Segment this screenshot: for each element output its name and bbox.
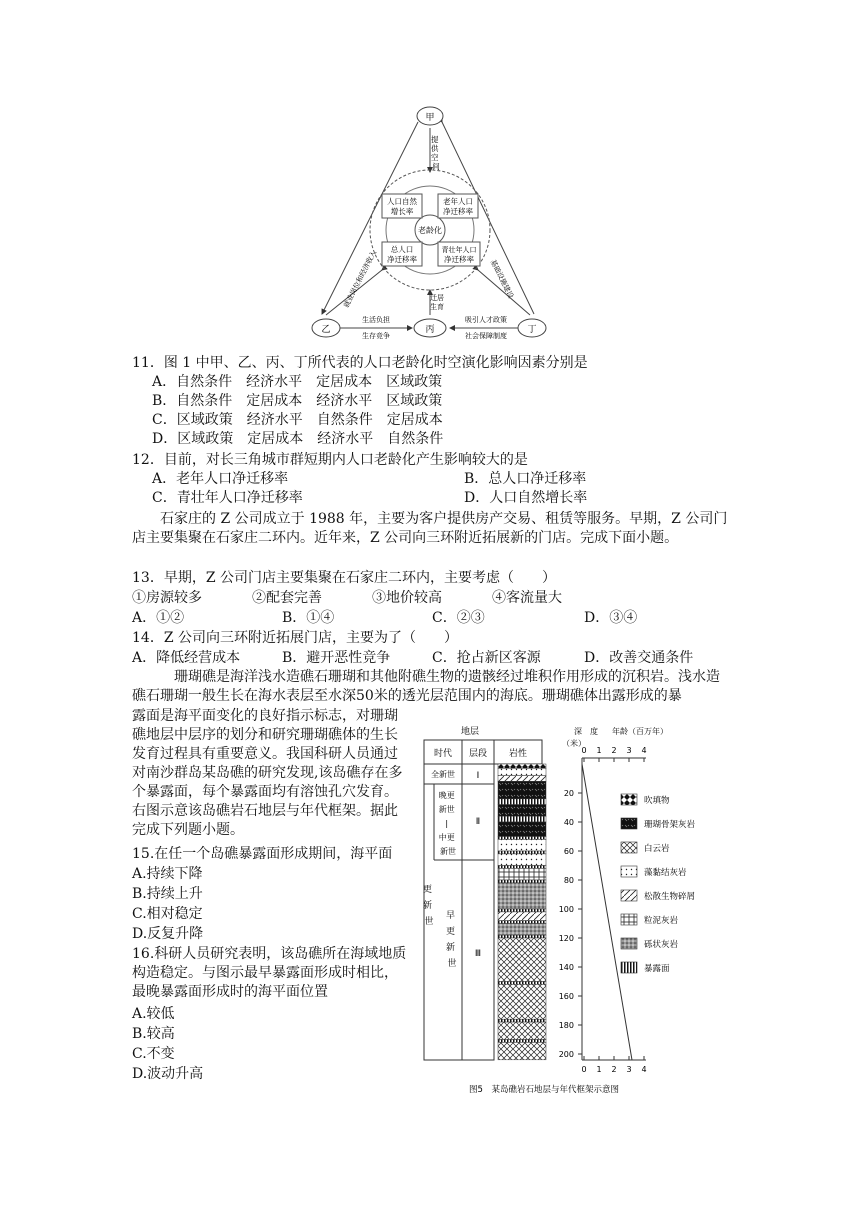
box-tl-1: 人口自然 — [387, 197, 417, 206]
q16-option-d: D.波动升高 — [132, 1066, 204, 1082]
fig5-lith-layer — [498, 982, 546, 985]
box-tr-2: 净迁移率 — [443, 207, 473, 216]
q12-stem: 12．目前，对长三角城市群短期内人口老龄化产生影响较大的是 — [132, 452, 528, 468]
edge-bottom-right-2: 社会保障制度 — [465, 332, 507, 340]
edge-bottom-up-1: 迁居 — [430, 294, 444, 302]
fig5-legend-swatch — [621, 866, 637, 877]
q13-item-3: ③地价较高 — [372, 590, 442, 606]
intro-passage-3-full: 珊瑚礁是海洋浅水造礁石珊瑚和其他附礁生物的遗骸经过堆积作用形成的沉积岩。浅水造礁石珊瑚一般生长在海水表层至水深50米的透光层范围内的海底。珊瑚礁体出露形成的暴 — [132, 669, 720, 704]
fig5-lith-layer — [498, 781, 546, 798]
q13-stem: 13．早期，Z 公司门店主要集聚在石家庄二环内，主要考虑（ ） — [132, 570, 556, 586]
node-yi: 乙 — [321, 325, 331, 335]
fig5-lithology-column — [498, 764, 546, 1060]
fig5-lith-layer — [498, 764, 546, 768]
figure-1-diagram — [300, 100, 560, 346]
fig5-age-tick-bottom: 3 — [626, 1065, 632, 1074]
fig5-legend-swatch — [621, 890, 637, 901]
fig5-legend-label: 暴露面 — [644, 964, 670, 974]
fig5-legend-swatch — [621, 794, 637, 805]
q14-option-c: C．抢占新区客源 — [432, 650, 541, 666]
fig5-depth-tick: 200 — [558, 1050, 574, 1059]
box-br-1: 青壮年人口 — [441, 246, 477, 254]
fig5-depth-tick: 140 — [558, 963, 574, 972]
q15-option-d: D.反复升降 — [132, 926, 204, 942]
fig5-age-label: 年龄（百万年） — [612, 727, 668, 736]
q14-option-d: D．改善交通条件 — [584, 650, 694, 666]
fig5-lith-layer — [498, 816, 546, 822]
fig5-lith-layer — [498, 866, 546, 869]
fig5-lith-layer — [498, 1040, 546, 1043]
fig5-lith-layer — [498, 924, 546, 936]
q12-option-d: D．人口自然增长率 — [464, 490, 588, 506]
q16-stem: 16.科研人员研究表明，该岛礁所在海域地质构造稳定。与图示最早暴露面形成时相比，最晚暴露面形成时的海平面位置 — [132, 946, 407, 1000]
q16-option-b: B.较高 — [132, 1026, 175, 1042]
fig5-depth-tick: 20 — [563, 789, 574, 798]
fig5-legend-label: 藻黏结灰岩 — [644, 868, 687, 878]
fig5-lith-layer — [498, 880, 546, 883]
edge-bottom-up-2: 生育 — [430, 303, 444, 311]
fig5-lith-layer — [498, 868, 546, 880]
intro-passage-3-narrow: 露面是海平面变化的良好指示标志，对珊瑚礁地层中层序的划分和研究珊瑚礁体的生长发育过程具有重要意义。我国科研人员通过对南沙群岛某岛礁的研究发现,该岛礁存在多个暴露面，每个暴露面均有溶蚀孔穴发育。右图示意该岛礁岩石地层与年代框架。据此完成下列题小题。 — [132, 708, 403, 838]
fig5-lith-layer — [498, 1022, 546, 1039]
fig5-lith-layer — [498, 839, 546, 851]
edge-top-label: 提 供 空 间 — [431, 135, 440, 171]
q14-option-b: B．避开恶性竞争 — [282, 650, 391, 666]
fig5-lith-layer — [498, 854, 546, 866]
fig5-age-tick-bottom: 1 — [596, 1065, 602, 1074]
fig5-depth-unit: （米） — [562, 739, 586, 748]
fig5-seg-1: Ⅰ — [476, 771, 480, 781]
fig5-lith-layer — [498, 921, 546, 924]
box-tl-2: 增长率 — [390, 207, 414, 216]
fig5-col-era: 时代 — [433, 749, 453, 759]
figure-5-stratigraphy — [414, 722, 720, 1102]
fig5-era-pleistocene: 更 新 世 — [423, 885, 434, 927]
fig5-age-tick-bottom: 0 — [581, 1065, 587, 1074]
fig5-lith-layer — [498, 984, 546, 1019]
fig5-legend-swatch — [621, 962, 637, 973]
q16-option-c: C.不变 — [132, 1046, 175, 1062]
q13-item-1: ①房源较多 — [132, 590, 202, 606]
q13-option-b: B．①④ — [282, 610, 335, 626]
box-bl-1: 总人口 — [390, 245, 414, 254]
fig5-seg-2: Ⅱ — [475, 817, 481, 827]
fig5-depth-tick: 160 — [558, 992, 574, 1001]
intro-passage-2: 石家庄的 Z 公司成立于 1988 年，主要为客户提供房产交易、租赁等服务。早期，Z 公司门店主要集聚在石家庄二环内。近年来，Z 公司向三环附近拓展新的门店。完成下面小题。 — [132, 511, 728, 546]
fig5-age-tick-top: 0 — [581, 746, 587, 755]
q15-stem: 15.在任一个岛礁暴露面形成期间，海平面 — [132, 846, 393, 862]
q11-option-c: C．区域政策 经济水平 自然条件 定居成本 — [152, 412, 443, 428]
q14-stem: 14．Z 公司向三环附近拓展门店，主要为了（ ） — [132, 630, 458, 646]
q12-option-a: A．老年人口净迁移率 — [152, 471, 289, 487]
q11-stem: 11．图 1 中甲、乙、丙、丁所代表的人口老龄化时空演化影响因素分别是 — [132, 355, 588, 371]
node-bing: 丙 — [425, 325, 435, 335]
fig5-col-lith: 岩性 — [508, 749, 528, 759]
fig5-lith-layer — [498, 938, 546, 982]
fig5-lith-layer — [498, 805, 546, 817]
fig5-legend-label: 珊瑚骨架灰岩 — [644, 820, 696, 830]
fig5-legend-swatch — [621, 914, 637, 925]
edge-bottom-left-2: 生存竞争 — [362, 332, 390, 340]
fig5-caption: 图5 某岛礁岩石地层与年代框架示意图 — [469, 1085, 619, 1095]
fig5-legend-swatch — [621, 938, 637, 949]
fig5-depth-tick: 80 — [563, 876, 574, 885]
q16-option-a: A.较低 — [132, 1006, 175, 1022]
fig5-lith-layer — [498, 851, 546, 854]
fig5-depth-label: 深 度 — [574, 727, 598, 736]
fig5-lith-layer — [498, 799, 546, 805]
box-br-2: 净迁移率 — [444, 255, 474, 264]
fig5-lith-layer — [498, 1042, 546, 1059]
fig5-depth-tick: 60 — [563, 847, 574, 856]
fig5-legend-label: 粒泥灰岩 — [644, 916, 679, 926]
fig5-lith-layer — [498, 776, 546, 782]
edge-left-label: 就业岗位和经济收入 — [342, 249, 379, 309]
box-bl-2: 净迁移率 — [387, 255, 417, 264]
q15-option-a: A.持续下降 — [132, 866, 203, 882]
fig5-depth-tick: 100 — [558, 905, 574, 914]
fig5-lith-layer — [498, 909, 546, 912]
edge-bottom-right-1: 吸引人才政策 — [465, 316, 507, 324]
edge-right-label: 基础设施建设 — [488, 258, 515, 300]
fig5-depth-tick: 180 — [558, 1021, 574, 1030]
fig5-legend-swatch — [621, 818, 637, 829]
center-label: 老龄化 — [418, 226, 442, 235]
q13-option-d: D．③④ — [584, 610, 638, 626]
fig5-lith-layer — [498, 912, 546, 921]
fig5-age-tick-bottom: 4 — [641, 1065, 647, 1074]
fig5-legend-label: 砾状灰岩 — [644, 940, 679, 950]
fig5-col-seg: 层段 — [468, 749, 488, 759]
fig5-legend-swatch — [621, 842, 637, 853]
q13-item-2: ②配套完善 — [252, 590, 322, 606]
fig5-age-tick-top: 2 — [611, 746, 617, 755]
fig5-age-tick-top: 1 — [596, 746, 602, 755]
fig5-lith-layer — [498, 883, 546, 909]
fig5-lith-layer — [498, 768, 546, 775]
fig5-seg-3: Ⅲ — [474, 949, 482, 959]
fig5-legend-label: 吹填物 — [644, 796, 670, 806]
fig5-lith-layer — [498, 1019, 546, 1022]
fig5-header-group: 地层 — [460, 727, 480, 737]
q14-option-a: A．降低经营成本 — [132, 650, 241, 666]
fig5-age-tick-top: 3 — [626, 746, 632, 755]
fig5-age-tick-bottom: 2 — [611, 1065, 617, 1074]
fig5-legend-label: 松散生物碎屑 — [644, 892, 696, 902]
q13-item-4: ④客流量大 — [492, 590, 562, 606]
q15-option-b: B.持续上升 — [132, 886, 203, 902]
node-jia: 甲 — [425, 113, 435, 123]
fig5-era-late-mid: 晚更 新世 | 中更 新世 — [438, 791, 456, 856]
fig5-age-tick-top: 4 — [641, 746, 647, 755]
fig5-depth-tick: 40 — [563, 818, 574, 827]
fig5-lith-layer — [498, 837, 546, 840]
fig5-era-early: 早 更 新 世 — [446, 911, 457, 969]
q11-option-a: A．自然条件 经济水平 定居成本 区域政策 — [152, 374, 443, 390]
q11-option-b: B．自然条件 定居成本 经济水平 区域政策 — [152, 393, 443, 409]
q11-option-d: D．区域政策 定居成本 经济水平 自然条件 — [152, 431, 444, 447]
fig5-age-curve — [582, 764, 632, 1060]
q12-option-c: C．青壮年人口净迁移率 — [152, 490, 303, 506]
fig5-legend-label: 白云岩 — [644, 844, 670, 854]
node-ding: 丁 — [527, 325, 537, 335]
q12-option-b: B．总人口净迁移率 — [464, 471, 587, 487]
edge-bottom-left-1: 生活负担 — [362, 316, 390, 324]
q13-option-a: A．①② — [132, 610, 185, 626]
q15-option-c: C.相对稳定 — [132, 906, 203, 922]
fig5-era-holocene: 全新世 — [431, 770, 455, 779]
box-tr-1: 老年人口 — [443, 197, 473, 206]
fig5-depth-tick: 120 — [558, 934, 574, 943]
fig5-lith-layer — [498, 822, 546, 837]
fig5-lith-layer — [498, 935, 546, 938]
q13-option-c: C．②③ — [432, 610, 485, 626]
